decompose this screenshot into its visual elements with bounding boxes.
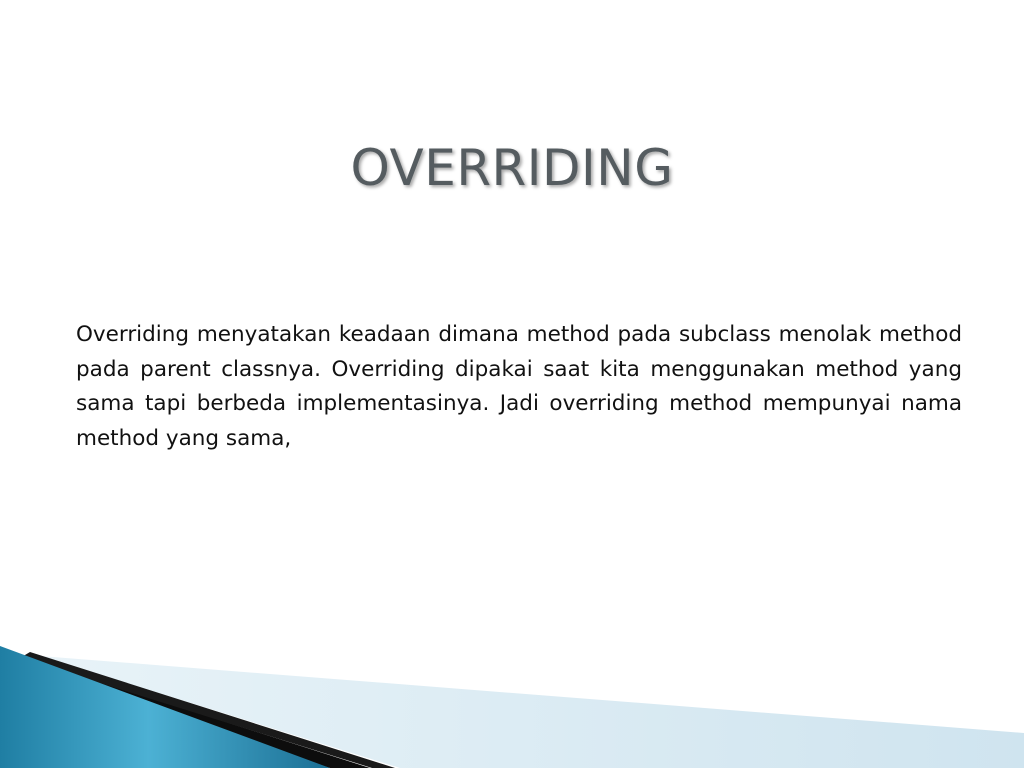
slide-body-text: Overriding menyatakan keadaan dimana method pada subclass menolak method pada parent classnya. Overriding dipakai saat kita menggunakan method yang sama tapi berbeda implementasinya. Jadi overriding method mempunyai nama method yang sama,: [76, 322, 962, 451]
slide-title: OVERRIDING: [350, 139, 674, 197]
decorative-swoosh: [0, 638, 1024, 768]
